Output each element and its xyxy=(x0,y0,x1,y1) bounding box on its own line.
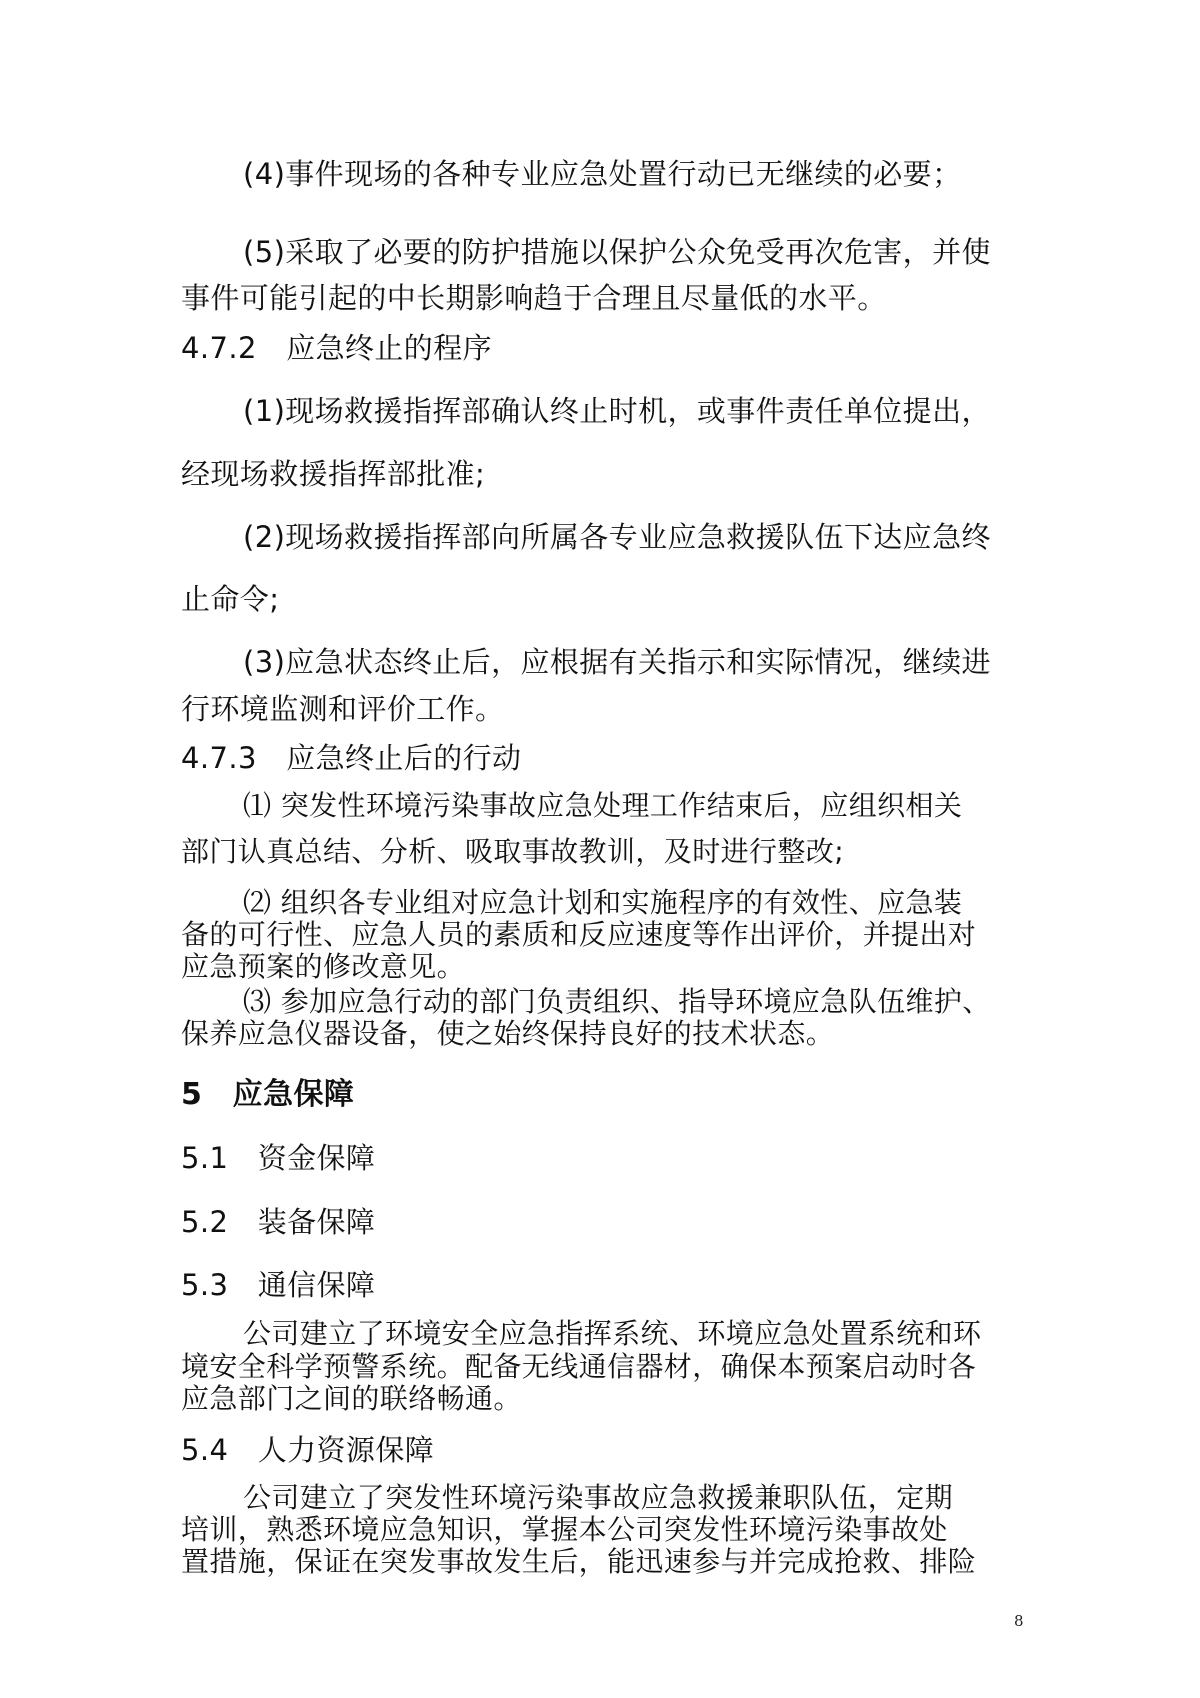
section-heading-5-2: 5.2 装备保障 xyxy=(181,1205,376,1239)
paragraph-line: 应急预案的修改意见。 xyxy=(181,950,466,983)
paragraph-line: (4)事件现场的各种专业应急处置行动已无继续的必要； xyxy=(243,157,962,191)
paragraph-line: 备的可行性、应急人员的素质和反应速度等作出评价，并提出对 xyxy=(181,918,977,951)
paragraph-line: (3)应急状态终止后，应根据有关指示和实际情况，继续进 xyxy=(243,645,991,679)
paragraph-line: 经现场救援指挥部批准; xyxy=(181,457,486,491)
paragraph-line: (2)现场救援指挥部向所属各专业应急救援队伍下达应急终 xyxy=(243,520,991,554)
chapter-heading-5: 5 应急保障 xyxy=(181,1077,355,1112)
paragraph-line: ⑶ 参加应急行动的部门负责组织、指导环境应急队伍维护、 xyxy=(243,985,991,1018)
paragraph-line: 置措施，保证在突发事故发生后，能迅速参与并完成抢救、排险 xyxy=(181,1545,977,1578)
paragraph-line: 境安全科学预警系统。配备无线通信器材，确保本预案启动时各 xyxy=(181,1350,977,1383)
paragraph-line: 止命令; xyxy=(181,582,280,616)
paragraph-line: 应急部门之间的联络畅通。 xyxy=(181,1382,522,1415)
paragraph-line: 公司建立了环境安全应急指挥系统、环境应急处置系统和环 xyxy=(243,1317,982,1350)
paragraph-line: 部门认真总结、分析、吸取事故教训，及时进行整改; xyxy=(181,835,845,868)
paragraph-line: 事件可能引起的中长期影响趋于合理且尽量低的水平。 xyxy=(181,281,887,315)
section-heading-4-7-3: 4.7.3 应急终止后的行动 xyxy=(181,741,522,775)
section-heading-5-4: 5.4 人力资源保障 xyxy=(181,1433,435,1467)
section-heading-4-7-2: 4.7.2 应急终止的程序 xyxy=(181,331,492,365)
page-number: 8 xyxy=(1014,1612,1024,1630)
paragraph-line: 培训，熟悉环境应急知识，掌握本公司突发性环境污染事故处 xyxy=(181,1513,948,1546)
paragraph-line: ⑵ 组织各专业组对应急计划和实施程序的有效性、应急装 xyxy=(243,886,963,919)
paragraph-line: (5)采取了必要的防护措施以保护公众免受再次危害，并使 xyxy=(243,235,991,269)
paragraph-line: (1)现场救援指挥部确认终止时机，或事件责任单位提出， xyxy=(243,394,991,428)
paragraph-line: ⑴ 突发性环境污染事故应急处理工作结束后，应组织相关 xyxy=(243,789,963,822)
section-heading-5-1: 5.1 资金保障 xyxy=(181,1141,376,1175)
paragraph-line: 行环境监测和评价工作。 xyxy=(181,692,505,726)
section-heading-5-3: 5.3 通信保障 xyxy=(181,1268,376,1302)
paragraph-line: 保养应急仪器设备，使之始终保持良好的技术状态。 xyxy=(181,1017,835,1050)
paragraph-line: 公司建立了突发性环境污染事故应急救援兼职队伍，定期 xyxy=(243,1481,954,1514)
